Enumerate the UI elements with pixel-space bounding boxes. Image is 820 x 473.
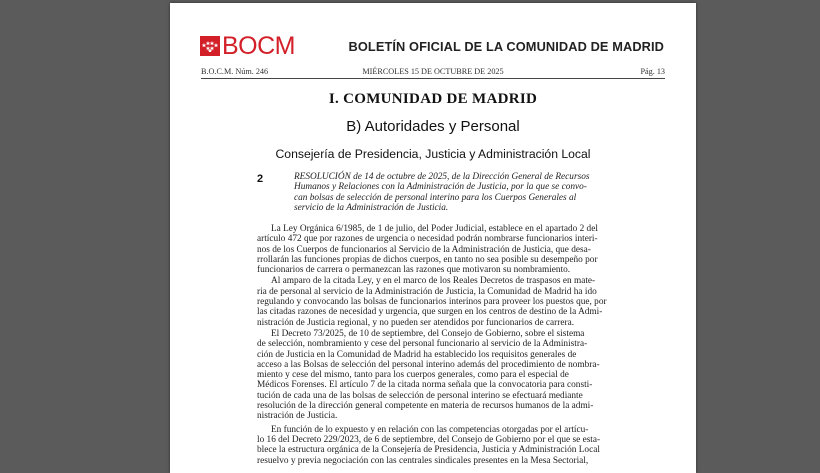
body-line: nistración de Justicia.	[257, 411, 338, 422]
body-line: blece la estructura orgánica de la Consejería de Presidencia, Justicia y Administración Local	[257, 445, 600, 456]
bocm-logo	[200, 34, 295, 58]
journal-title: BOLETÍN OFICIAL DE LA COMUNIDAD DE MADRID	[348, 39, 664, 54]
body-line: regulando y convocando las bolsas de funcionarios interinos para proveer los puestos que, por	[257, 297, 607, 308]
body-line: El Decreto 73/2025, de 10 de septiembre, del Consejo de Gobierno, sobre el sistema	[271, 328, 585, 339]
section-heading: I. COMUNIDAD DE MADRID	[328, 91, 538, 107]
body-line: ria de personal al servicio de la Administración de Justicia, la Comunidad de Madrid ha ido	[257, 286, 597, 297]
resolution-title-line: servicio de la Administración de Justicia.	[294, 203, 449, 214]
issue-date: MIÉRCOLES 15 DE OCTUBRE DE 2025	[362, 67, 504, 76]
body-line: artículo 472 que por razones de urgencia o necesidad podrán nombrarse funcionarios interi-	[257, 234, 598, 245]
body-line: funcionarios de carrera o permanezcan las razones que motivaron su nombramiento.	[257, 265, 571, 276]
body-line: miento y cese del mismo, tanto para los cuerpos generales, como para el especial de	[257, 370, 569, 381]
body-line: nos de los Cuerpos de funcionarios al Servicio de la Administración de Justicia, que desa-	[257, 244, 591, 255]
resolution-title-line: Humanos y Relaciones con la Administración de Justicia, por la que se convo-	[294, 182, 587, 193]
body-text	[257, 224, 619, 466]
body-line: de selección, nombramiento y cese del personal funcionario al servicio de la Administra-	[257, 339, 588, 350]
body-line: tución de cada una de las bolsas de selección de personal interino se efectuará mediante	[257, 390, 583, 401]
body-line: nistración de Justicia regional, y no pueden ser atendidos por funcionarios de carrera.	[257, 317, 575, 328]
page-number: Pág. 13	[640, 67, 665, 76]
document-page	[170, 3, 696, 473]
body-line: La Ley Orgánica 6/1985, de 1 de julio, del Poder Judicial, establece en el apartado 2 del	[271, 224, 598, 234]
issue-number: B.O.C.M. Núm. 246	[201, 67, 269, 76]
resolution-number: 2	[257, 173, 264, 185]
department-heading: Consejería de Presidencia, Justicia y Administración Local	[275, 147, 591, 161]
body-line: lo 16 del Decreto 229/2023, de 6 de septiembre, del Consejo de Gobierno por el que se esta-	[257, 434, 601, 445]
body-line: resuelvo y previa negociación con las centrales sindicales presentes en la Mesa Sectorial,	[257, 455, 589, 466]
body-line: acceso a las Bolsas de selección del personal interino además del procedimiento de nombra-	[257, 359, 600, 370]
body-line: las citadas razones de necesidad y urgencia, que surgen en los centros de destino de la Admi-	[257, 307, 603, 318]
body-line: En función de lo expuesto y en relación con las competencias otorgadas por el artícu-	[271, 424, 589, 435]
header-divider	[201, 78, 665, 79]
subsection-heading: B) Autoridades y Personal	[346, 118, 520, 135]
resolution-title-line: RESOLUCIÓN de 14 de octubre de 2025, de la Dirección General de Recursos	[294, 172, 590, 182]
logo-text: BOCM	[222, 32, 295, 60]
body-line: Al amparo de la citada Ley, y en el marco de los Reales Decretos de traspasos en mate-	[271, 276, 596, 287]
body-line: resolución de la dirección general competente en materia de recursos humanos de la admi-	[257, 401, 594, 412]
body-line: Médicos Forenses. El artículo 7 de la citada norma señala que la convocatoria para consti-	[257, 380, 593, 391]
resolution-title-line: can bolsas de selección de personal interino para los Cuerpos Generales al	[294, 192, 577, 203]
madrid-flag-icon	[200, 36, 220, 56]
resolution-title	[294, 172, 618, 214]
body-line: rrollarán las funciones propias de dichos cuerpos, en tanto no sea posible su desempeño por	[257, 254, 598, 265]
body-line: ción de Justicia en la Comunidad de Madrid ha establecido los requisitos generales de	[257, 349, 577, 360]
